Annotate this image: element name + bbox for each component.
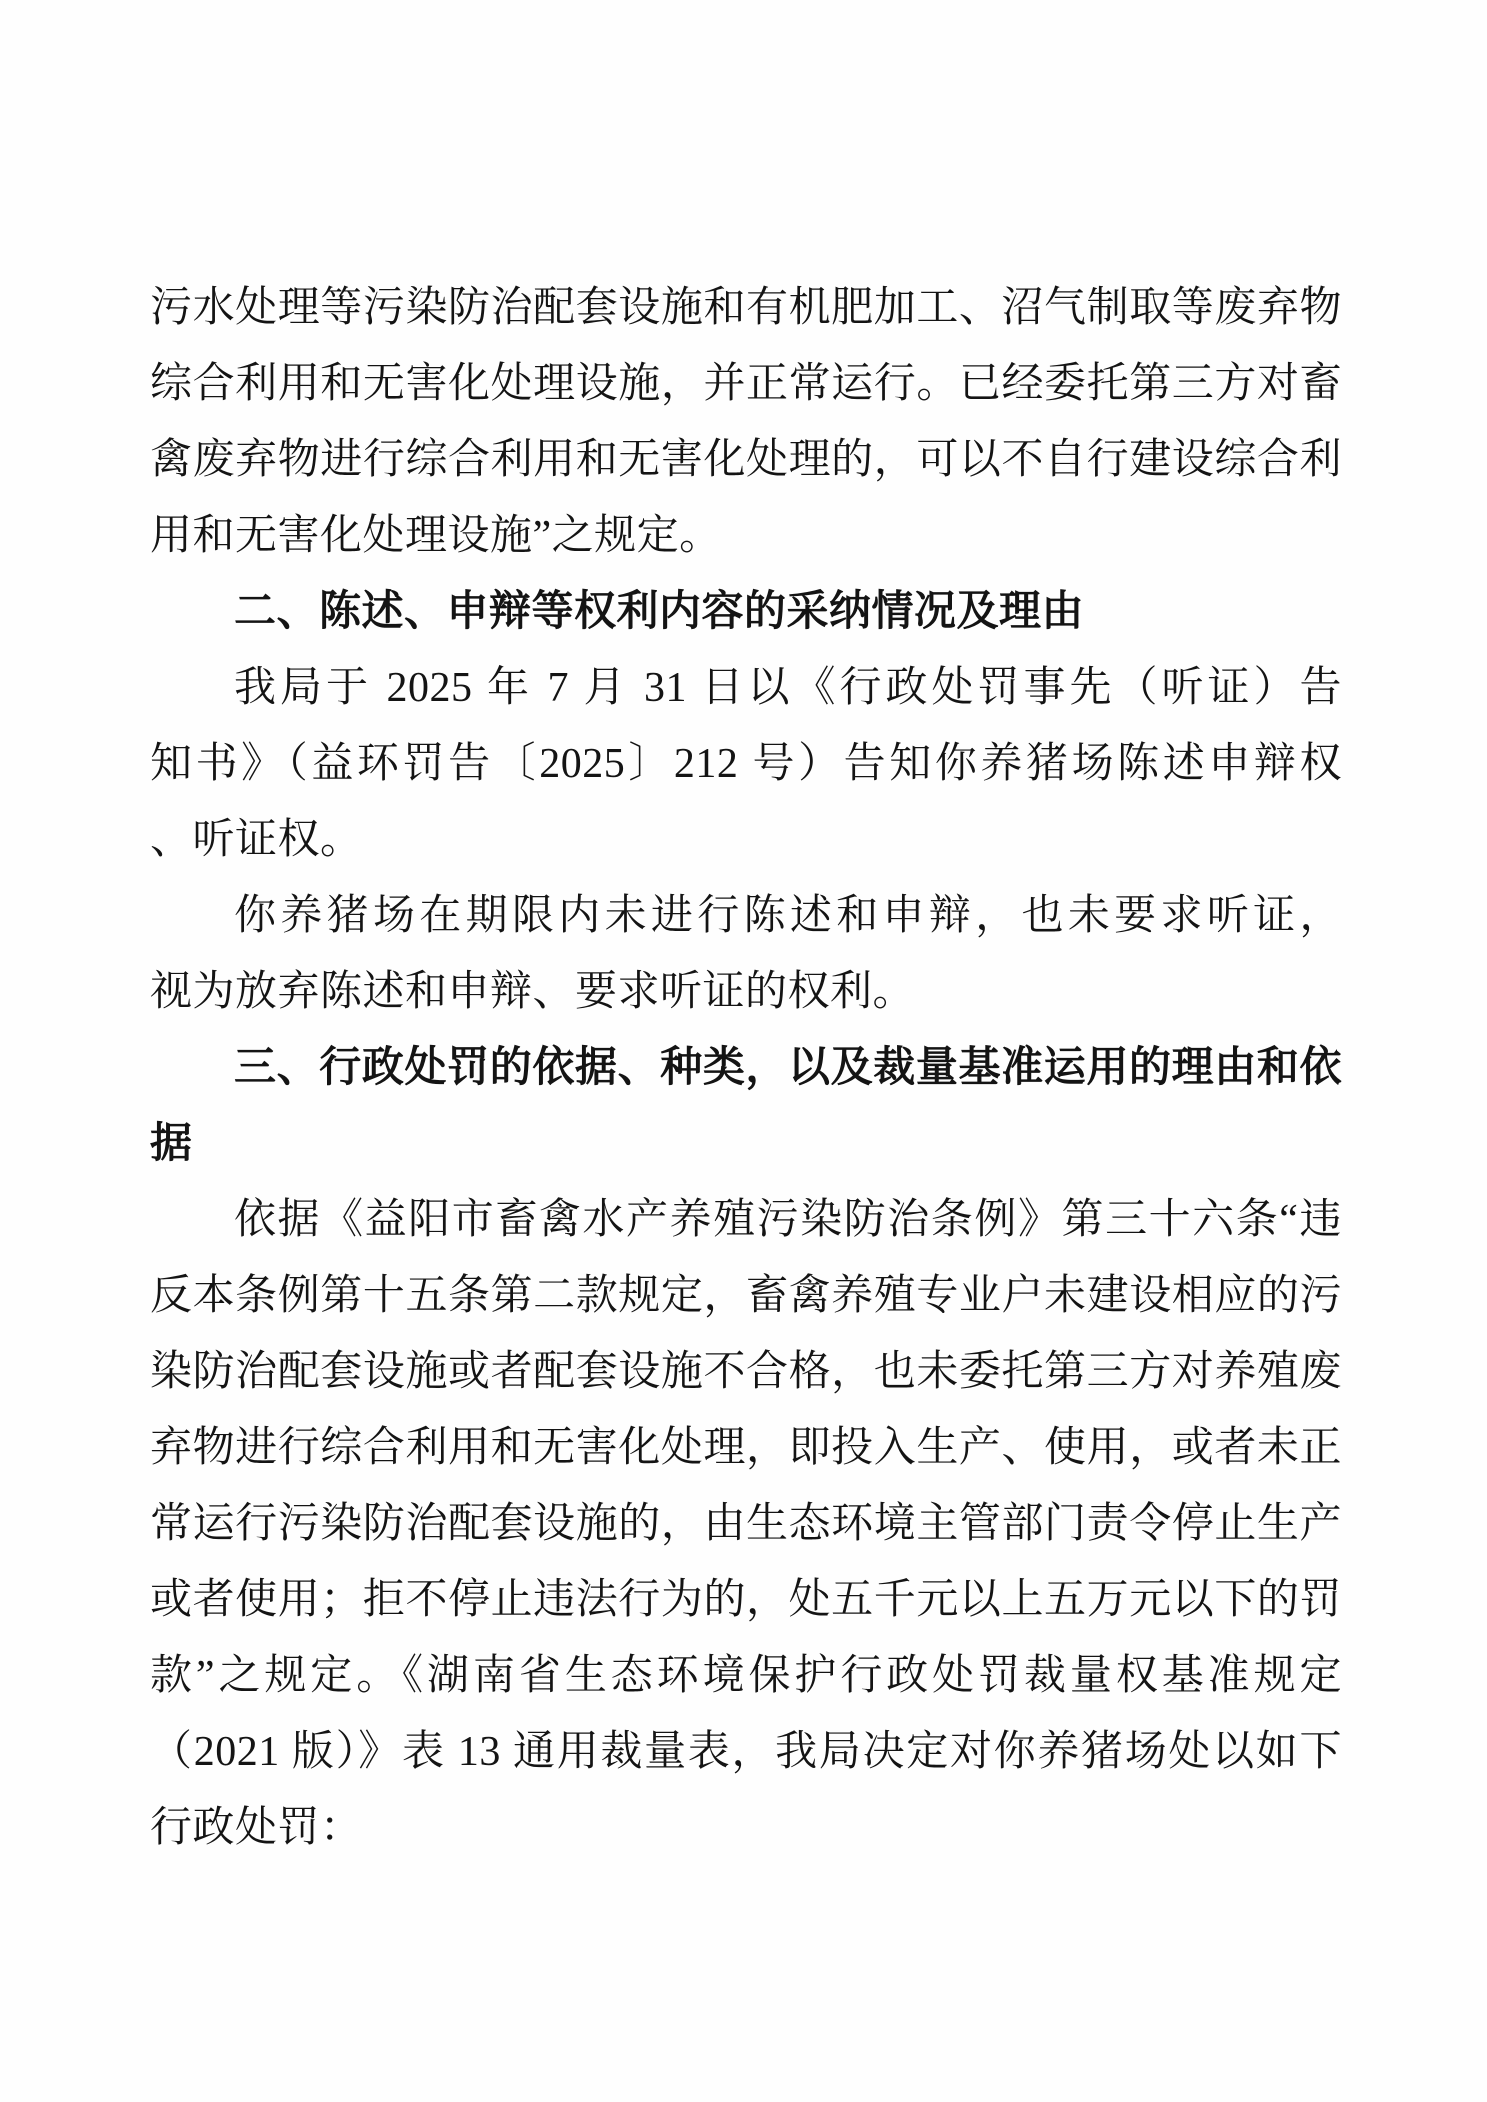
document-line: 你养猪场在期限内未进行陈述和申辩，也未要求听证， [234,893,1342,939]
document-line: 行政处罚： [150,1805,363,1851]
document-line: 依据《益阳市畜禽水产养殖污染防治条例》第三十六条“违 [234,1197,1342,1243]
paragraph [150,650,1342,878]
document-body [150,270,1342,1866]
document-line: 反本条例第十五条第二款规定，畜禽养殖专业户未建设相应的污 [150,1273,1342,1319]
document-line: 或者使用；拒不停止违法行为的，处五千元以上五万元以下的罚 [150,1577,1342,1623]
paragraph [150,878,1342,1030]
section-heading [150,1030,1342,1182]
document-line: 据 [150,1121,193,1167]
document-line: 染防治配套设施或者配套设施不合格，也未委托第三方对养殖废 [150,1349,1342,1395]
document-line: 污水处理等污染防治配套设施和有机肥加工、沼气制取等废弃物 [150,285,1342,331]
paragraph [150,1182,1342,1866]
document-line: （2021 版）》表 13 通用裁量表，我局决定对你养猪场处以如下 [150,1729,1342,1775]
section-heading [150,574,1342,650]
document-line: 禽废弃物进行综合利用和无害化处理的，可以不自行建设综合利 [150,437,1342,483]
document-line: 常运行污染防治配套设施的，由生态环境主管部门责令停止生产 [150,1501,1342,1547]
document-line: 、听证权。 [150,817,363,863]
document-line: 款”之规定。《湖南省生态环境保护行政处罚裁量权基准规定 [150,1653,1342,1699]
document-line: 综合利用和无害化处理设施，并正常运行。已经委托第三方对畜 [150,361,1342,407]
document-line: 二、陈述、申辩等权利内容的采纳情况及理由 [234,589,1085,635]
paragraph [150,270,1342,574]
document-line: 三、行政处罚的依据、种类，以及裁量基准运用的理由和依 [234,1045,1342,1091]
document-line: 我局于 2025 年 7 月 31 日以《行政处罚事先（听证）告 [234,665,1342,711]
document-line: 用和无害化处理设施”之规定。 [150,513,722,559]
document-line: 知书》（益环罚告〔2025〕212 号）告知你养猪场陈述申辩权 [150,741,1342,787]
document-line: 视为放弃陈述和申辩、要求听证的权利。 [150,969,916,1015]
document-line: 弃物进行综合利用和无害化处理，即投入生产、使用，或者未正 [150,1425,1342,1471]
